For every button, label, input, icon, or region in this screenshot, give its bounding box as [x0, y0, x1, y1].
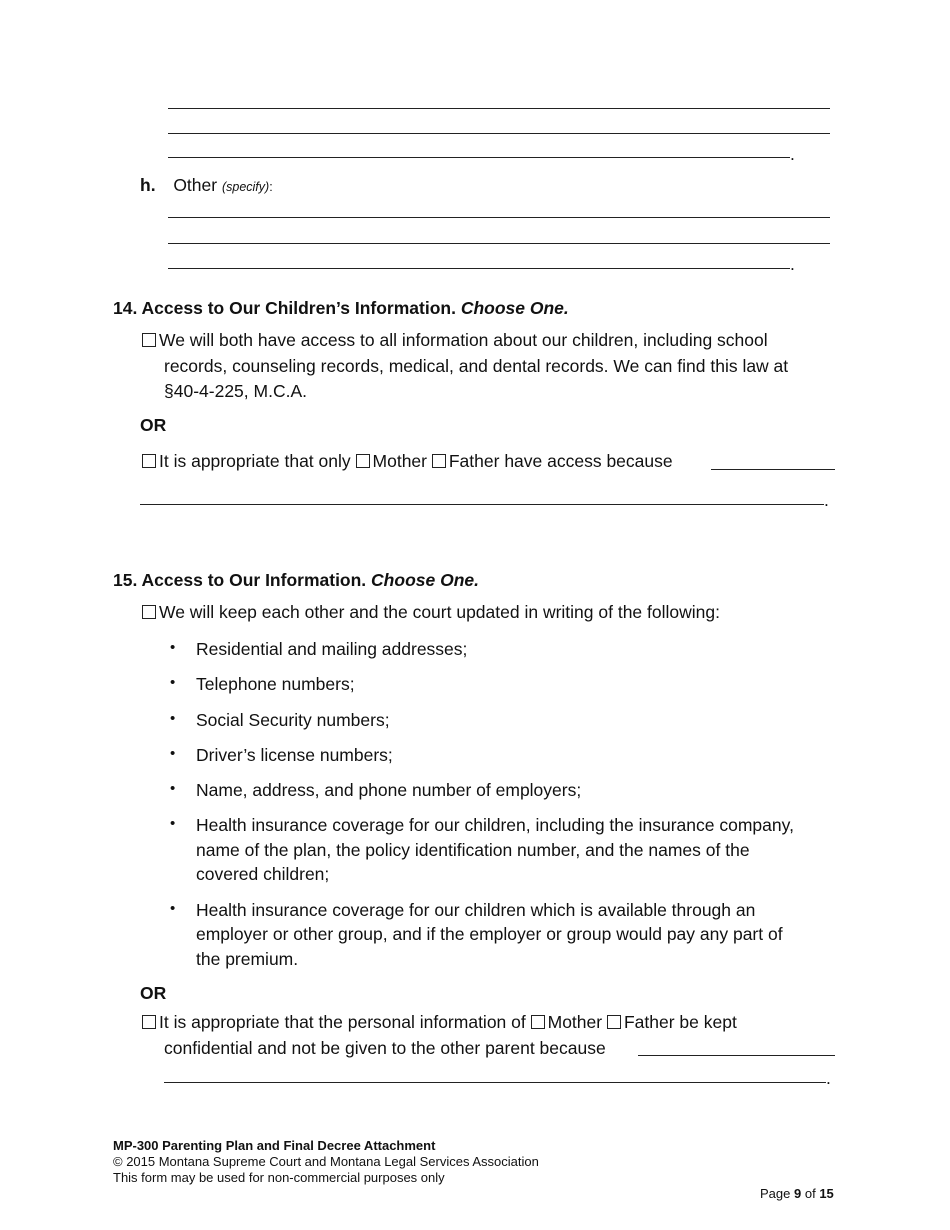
list-item: the premium.	[196, 949, 299, 969]
or-label: OR	[140, 415, 167, 435]
father-label: Father	[623, 1012, 675, 1032]
option2-line2: confidential and not be given to the other parent because	[164, 1038, 606, 1058]
option2-post: be kept	[679, 1012, 737, 1032]
bullet-icon: •	[170, 745, 176, 762]
section14-choose: Choose One.	[460, 298, 569, 318]
section15-title: Access to Our Information.	[141, 570, 367, 590]
father-checkbox[interactable]	[432, 454, 446, 468]
section14-title: Access to Our Children’s Information.	[141, 298, 456, 318]
bullet-icon: •	[170, 710, 176, 727]
father-checkbox[interactable]	[607, 1015, 621, 1029]
period: .	[826, 1068, 831, 1088]
section14-option1	[142, 328, 768, 353]
blank-line[interactable]	[711, 469, 835, 470]
blank-line[interactable]	[164, 1082, 826, 1083]
option1-text: We will keep each other and the court updated in writing of the following:	[159, 602, 720, 622]
section15-option1	[142, 600, 720, 625]
blank-line[interactable]	[168, 268, 790, 269]
section14-option2	[142, 449, 673, 474]
bullet-icon: •	[170, 780, 176, 797]
blank-line[interactable]	[168, 133, 830, 134]
item-h-letter: h.	[140, 175, 156, 195]
period: .	[790, 144, 795, 164]
blank-line[interactable]	[168, 217, 830, 218]
list-item: name of the plan, the policy identification number, and the names of the	[196, 840, 750, 860]
or-label: OR	[140, 983, 167, 1003]
blank-line[interactable]	[638, 1055, 835, 1056]
list-item: Telephone numbers;	[196, 674, 355, 694]
footer-usage: This form may be used for non-commercial purposes only	[113, 1170, 445, 1185]
option1-line1: We will both have access to all information about our children, including school	[159, 330, 768, 350]
section15-heading	[113, 568, 479, 593]
footer-copyright: © 2015 Montana Supreme Court and Montana Legal Services Association	[113, 1154, 539, 1169]
page-prefix: Page	[760, 1186, 791, 1201]
section14-number: 14.	[113, 298, 138, 318]
bullet-icon: •	[170, 674, 176, 691]
period: .	[790, 254, 795, 274]
bullet-icon: •	[170, 639, 176, 656]
option2-pre: It is appropriate that only	[159, 451, 351, 471]
page-of: of	[804, 1186, 816, 1201]
bullet-icon: •	[170, 900, 176, 917]
list-item: covered children;	[196, 864, 330, 884]
list-item: Health insurance coverage for our children which is available through an	[196, 900, 756, 920]
bullet-icon: •	[170, 815, 176, 832]
item-h-label: Other	[173, 175, 218, 195]
blank-line[interactable]	[168, 108, 830, 109]
period: .	[824, 490, 829, 510]
list-item: Driver’s license numbers;	[196, 745, 393, 765]
page-total: 15	[819, 1186, 834, 1201]
page-current: 9	[794, 1186, 802, 1201]
list-item: Residential and mailing addresses;	[196, 639, 468, 659]
mother-label: Mother	[372, 451, 427, 471]
checkbox[interactable]	[142, 605, 156, 619]
footer-form-title: MP-300 Parenting Plan and Final Decree Attachment	[113, 1138, 436, 1153]
option1-line2: records, counseling records, medical, and dental records. We can find this law at	[164, 356, 789, 376]
section15-number: 15.	[113, 570, 138, 590]
option1-line3: §40-4-225, M.C.A.	[164, 381, 307, 401]
section15-choose: Choose One.	[371, 570, 479, 590]
checkbox[interactable]	[142, 454, 156, 468]
option2-pre: It is appropriate that the personal information of	[159, 1012, 526, 1032]
item-h-row	[140, 173, 273, 200]
checkbox[interactable]	[142, 1015, 156, 1029]
option2-post: have access because	[504, 451, 673, 471]
section15-option2	[142, 1010, 737, 1035]
list-item: Name, address, and phone number of employers;	[196, 780, 582, 800]
mother-checkbox[interactable]	[531, 1015, 545, 1029]
list-item: Social Security numbers;	[196, 710, 390, 730]
blank-line[interactable]	[168, 243, 830, 244]
list-item: employer or other group, and if the employer or group would pay any part of	[196, 924, 783, 944]
mother-label: Mother	[547, 1012, 603, 1032]
section14-heading	[113, 296, 569, 321]
item-h-specify: (specify)	[221, 180, 270, 194]
father-label: Father	[448, 451, 500, 471]
item-h-colon: :	[269, 180, 273, 194]
blank-line[interactable]	[140, 504, 824, 505]
checkbox[interactable]	[142, 333, 156, 347]
list-item: Health insurance coverage for our children, including the insurance company,	[196, 815, 794, 835]
page-number	[760, 1186, 834, 1202]
mother-checkbox[interactable]	[356, 454, 370, 468]
blank-line[interactable]	[168, 157, 790, 158]
